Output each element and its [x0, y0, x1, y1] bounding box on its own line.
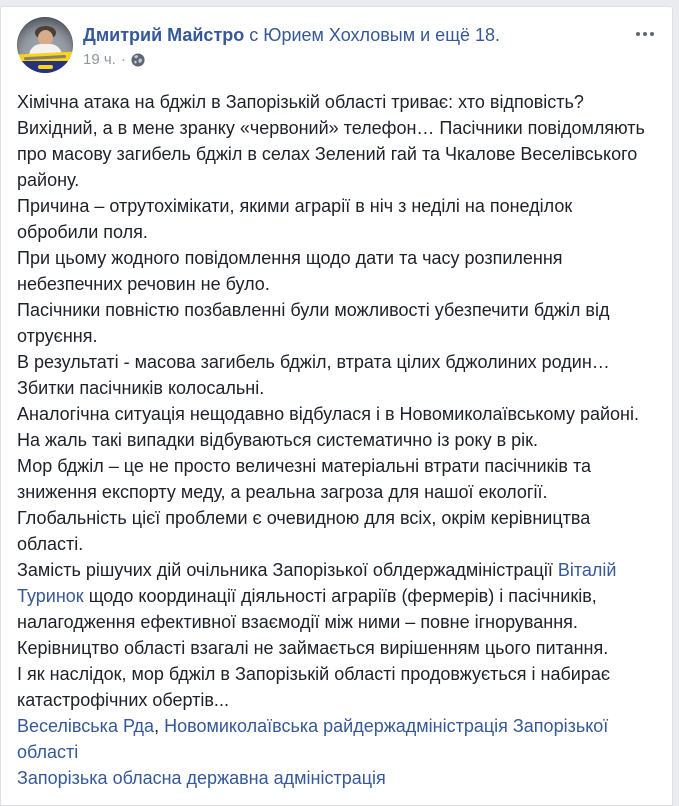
- post-text: Замість рішучих дій очільника Запорізької облдержадміністрації: [17, 560, 558, 580]
- post-text: Причина – отрутохімікати, якими аграрії в ніч з неділі на понеділок обробили поля.: [17, 196, 573, 242]
- post-text: Аналогічна ситуація нещодавно відбулася і в Новомиколаївському районі.: [17, 404, 639, 424]
- post-options-button[interactable]: [634, 27, 656, 41]
- post-byline: [83, 23, 500, 47]
- ellipsis-icon: [636, 32, 640, 36]
- post-paragraph: [17, 297, 656, 349]
- entity-mention-link[interactable]: Веселівська Рда: [17, 716, 155, 736]
- post-paragraph: [17, 349, 656, 375]
- post-header: [17, 17, 656, 73]
- timestamp-link[interactable]: 19 ч.: [83, 51, 116, 68]
- tagged-friend-link[interactable]: Юрием Хохловым: [263, 25, 416, 45]
- ellipsis-icon: [643, 32, 647, 36]
- post-paragraph: [17, 635, 656, 661]
- post-text: ,: [154, 716, 165, 736]
- post-header-meta: [83, 17, 500, 69]
- post-paragraph: [17, 453, 656, 505]
- post-text: Збитки пасічників колосальні.: [17, 378, 265, 398]
- post-paragraph: [17, 245, 656, 297]
- avatar-frame-badge: [38, 65, 53, 69]
- post-paragraph: [17, 765, 656, 791]
- post-paragraph: [17, 193, 656, 245]
- post-text: При цьому жодного повідомлення щодо дати та часу розпилення небезпечних речовин не було.: [17, 248, 563, 294]
- post-meta-line: [83, 51, 500, 69]
- ellipsis-icon: [650, 32, 654, 36]
- post-text: В результаті - масова загибель бджіл, втрата цілих бджолиних родин…: [17, 352, 610, 372]
- post-paragraph: [17, 89, 656, 115]
- post-paragraph: [17, 401, 656, 427]
- meta-separator: ·: [120, 51, 126, 68]
- byline-connector: с: [244, 25, 264, 45]
- post-paragraph: [17, 375, 656, 401]
- post-text: Мор бджіл – це не просто величезні матеріальні втрати пасічників та зниження експорту меду, а реальна загроза для нашої екології.: [17, 456, 592, 502]
- post-paragraph: [17, 115, 656, 193]
- post-text: Вихідний, а в мене зранку «червоний» телефон… Пасічники повідомляють про масову загибель бджіл в селах Зелений гай та Чкалове Веселівського району.: [17, 118, 645, 190]
- entity-mention-link[interactable]: Запорізька обласна державна адміністрація: [17, 768, 386, 788]
- author-link[interactable]: Дмитрий Майстро: [83, 25, 245, 45]
- post-paragraph: [17, 505, 656, 557]
- more-tagged-link[interactable]: и ещё 18.: [415, 25, 501, 45]
- post-paragraph: [17, 713, 656, 765]
- post-content: [17, 89, 656, 791]
- globe-icon: [131, 53, 145, 67]
- post-text: Пасічники повністю позбавленні були можливості убезпечити бджіл від отруєння.: [17, 300, 610, 346]
- post-paragraph: [17, 427, 656, 453]
- post-text: щодо координації діяльності аграріїв (фермерів) і пасічників, налагодження ефективної взаємодії між ними – повне ігнорування.: [17, 586, 597, 632]
- post-card: [0, 6, 673, 806]
- post-text: І як наслідок, мор бджіл в Запорізькій області продовжується і набирає катастрофічних обертів...: [17, 664, 611, 710]
- post-paragraph: [17, 557, 656, 635]
- post-text: Хімічна атака на бджіл в Запорізькій області триває: хто відповість?: [17, 92, 584, 112]
- avatar-frame-slogan: [24, 55, 66, 60]
- author-avatar[interactable]: [17, 17, 73, 73]
- post-text: Керівництво області взагалі не займається вирішенням цього питання.: [17, 638, 609, 658]
- entity-mention-link[interactable]: Віталій Туринок: [17, 560, 617, 606]
- post-paragraph: [17, 661, 656, 713]
- entity-mention-link[interactable]: Новомиколаївська райдержадміністрація Запорізької області: [17, 716, 609, 762]
- post-text: На жаль такі випадки відбуваються систематично із року в рік.: [17, 430, 539, 450]
- post-text: Глобальність цієї проблеми є очевидною для всіх, окрім керівництва області.: [17, 508, 591, 554]
